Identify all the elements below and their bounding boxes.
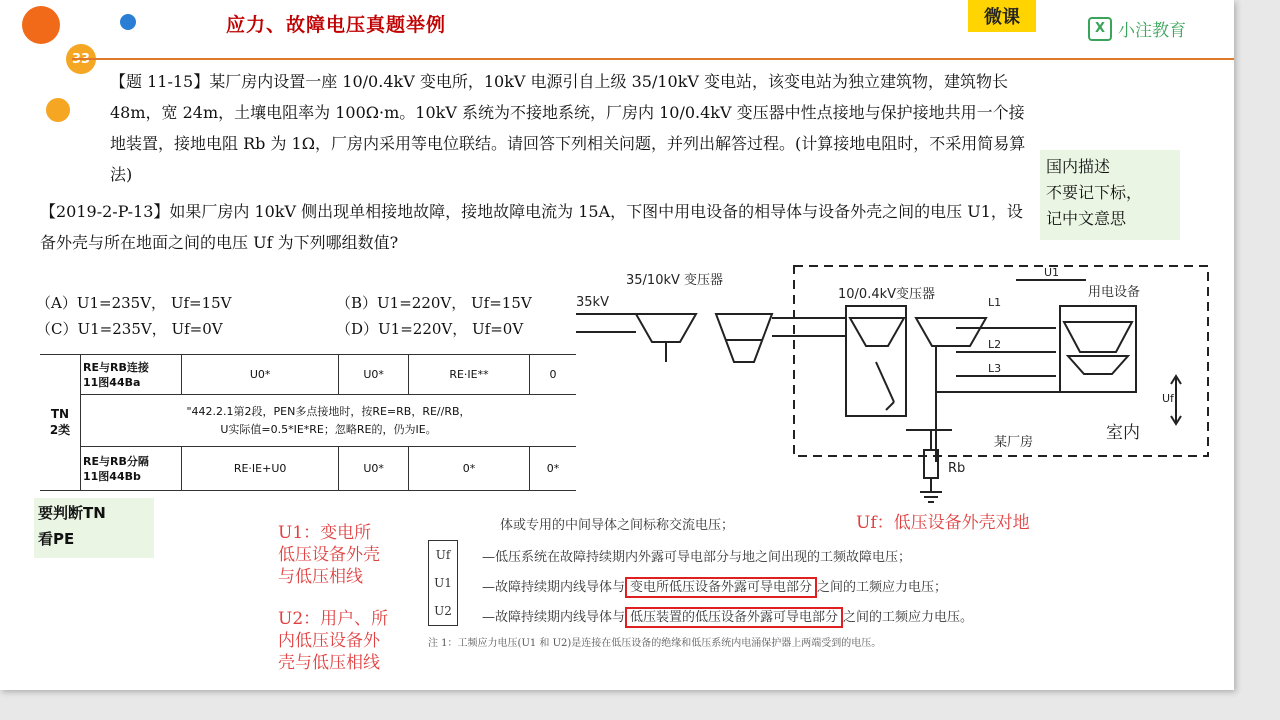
- rb-label: Rb: [948, 461, 966, 476]
- row2-note: [81, 395, 577, 447]
- symbol-u2: U2: [434, 604, 452, 618]
- brand-logo: [1088, 16, 1186, 41]
- uf-label: Uf: [1162, 392, 1174, 405]
- substation-label: 35/10kV 变压器: [626, 273, 724, 288]
- option-c: （C）U1=235V， Uf=0V: [36, 320, 223, 338]
- row3-c3: 0*: [409, 447, 530, 491]
- def-line3: [482, 606, 973, 625]
- def-line0: 体或专用的中间导体之间标称交流电压；: [500, 518, 735, 533]
- def-line2-c: 之间的工频应力电压；: [817, 580, 948, 595]
- decor-dot-orange-small: [46, 98, 70, 122]
- symbol-u1: U1: [434, 576, 452, 590]
- transformer-label: 10/0.4kV变压器: [838, 287, 936, 302]
- def-line1: —低压系统在故障持续期内外露可导电部分与地之间出现的工频故障电压；: [482, 550, 912, 565]
- decor-dot-orange-large: [22, 6, 60, 44]
- def-line3-a: —故障持续期内线导体与: [482, 610, 626, 625]
- logo-text: 小注教育: [1118, 21, 1186, 41]
- row1-c3: RE·IE**: [409, 355, 530, 395]
- def-line2-a: —故障持续期内线导体与: [482, 580, 626, 595]
- tn-class-label: TN 2类: [40, 355, 81, 491]
- annotation-uf: Uf：低压设备外壳对地: [856, 513, 1030, 533]
- decor-dot-blue: [120, 14, 136, 30]
- def-line2: [482, 576, 947, 595]
- note-bottom-left: 要判断TN 看PE: [34, 498, 154, 558]
- row1-c4: 0: [529, 355, 576, 395]
- phase-l1: L1: [988, 296, 1002, 309]
- phase-l2: L2: [988, 338, 1002, 351]
- option-d: （D）U1=220V， Uf=0V: [336, 320, 524, 338]
- row2-note-line1: "442.2.1第2段，PEN多点接地时，按RE=RB，RE//RB，: [186, 404, 471, 418]
- factory-label: 某厂房: [994, 435, 1034, 450]
- row1-label: RE与RB连接 11图44Ba: [81, 355, 182, 395]
- source-label: 35kV: [576, 295, 609, 310]
- header-rule: [72, 58, 1234, 60]
- slide-title: 应力、故障电压真题举例: [226, 14, 447, 36]
- def-line3-highlight: 低压装置的低压设备外露可导电部分: [625, 607, 843, 628]
- symbol-uf: Uf: [435, 548, 451, 562]
- phase-l3: L3: [988, 362, 1002, 375]
- u1-label: U1: [1044, 266, 1060, 279]
- option-a: （A）U1=235V， Uf=15V: [36, 294, 232, 312]
- row2-note-line2: U实际值=0.5*IE*RE；忽略RE的，仍为IE。: [220, 422, 437, 436]
- row3-c2: U0*: [339, 447, 409, 491]
- question-stem: 【题 11-15】某厂房内设置一座 10/0.4kV 变电所，10kV 电源引自上级 35/10kV 变电站，该变电站为独立建筑物，建筑物长 48m，宽 24m，土壤电阻率为 100Ω·m。10kV 系统为不接地系统，厂房内 10/0.4kV 变压器中性点接地与保护接地共用一个接地装置，接地电阻 Rb 为 1Ω，厂房内采用等电位联结。请回答下列相关问题，并列出解答过程。(计算接地电阻时，不采用简易算法): [110, 72, 1026, 184]
- row1-c1: U0*: [182, 355, 339, 395]
- def-note: 注 1：工频应力电压(U1 和 U2)是连接在低压设备的绝缘和低压系统内电涌保护器上两端受到的电压。: [428, 638, 882, 649]
- tn-reference-table: [40, 354, 576, 491]
- annotation-u1: U1：变电所 低压设备外壳 与低压相线: [278, 523, 380, 587]
- circuit-diagram: [576, 262, 1226, 508]
- row3-c1: RE·IE+U0: [182, 447, 339, 491]
- row1-c2: U0*: [339, 355, 409, 395]
- def-line2-highlight: 变电所低压设备外露可导电部分: [625, 577, 817, 598]
- equipment-label: 用电设备: [1088, 285, 1141, 300]
- question-sub: 【2019-2-P-13】如果厂房内 10kV 侧出现单相接地故障，接地故障电流为 15A，下图中用电设备的相导体与设备外壳之间的电压 U1，设备外壳与所在地面之间的电压 Uf 为下列哪组数值?: [40, 202, 1023, 252]
- logo-mark-icon: X: [1088, 17, 1112, 41]
- note-top-right: 国内描述 不要记下标， 记中文意思: [1040, 150, 1180, 240]
- micro-lesson-badge: 微课: [968, 0, 1036, 32]
- option-b: （B）U1=220V， Uf=15V: [336, 294, 532, 312]
- def-line3-c: 之间的工频应力电压。: [843, 610, 974, 625]
- row3-c4: 0*: [529, 447, 576, 491]
- row3-label: RE与RB分隔 11图44Bb: [81, 447, 182, 491]
- symbol-column: [428, 540, 458, 626]
- indoor-label: 室内: [1106, 423, 1140, 443]
- annotation-u2: U2：用户、所 内低压设备外 壳与低压相线: [278, 609, 389, 673]
